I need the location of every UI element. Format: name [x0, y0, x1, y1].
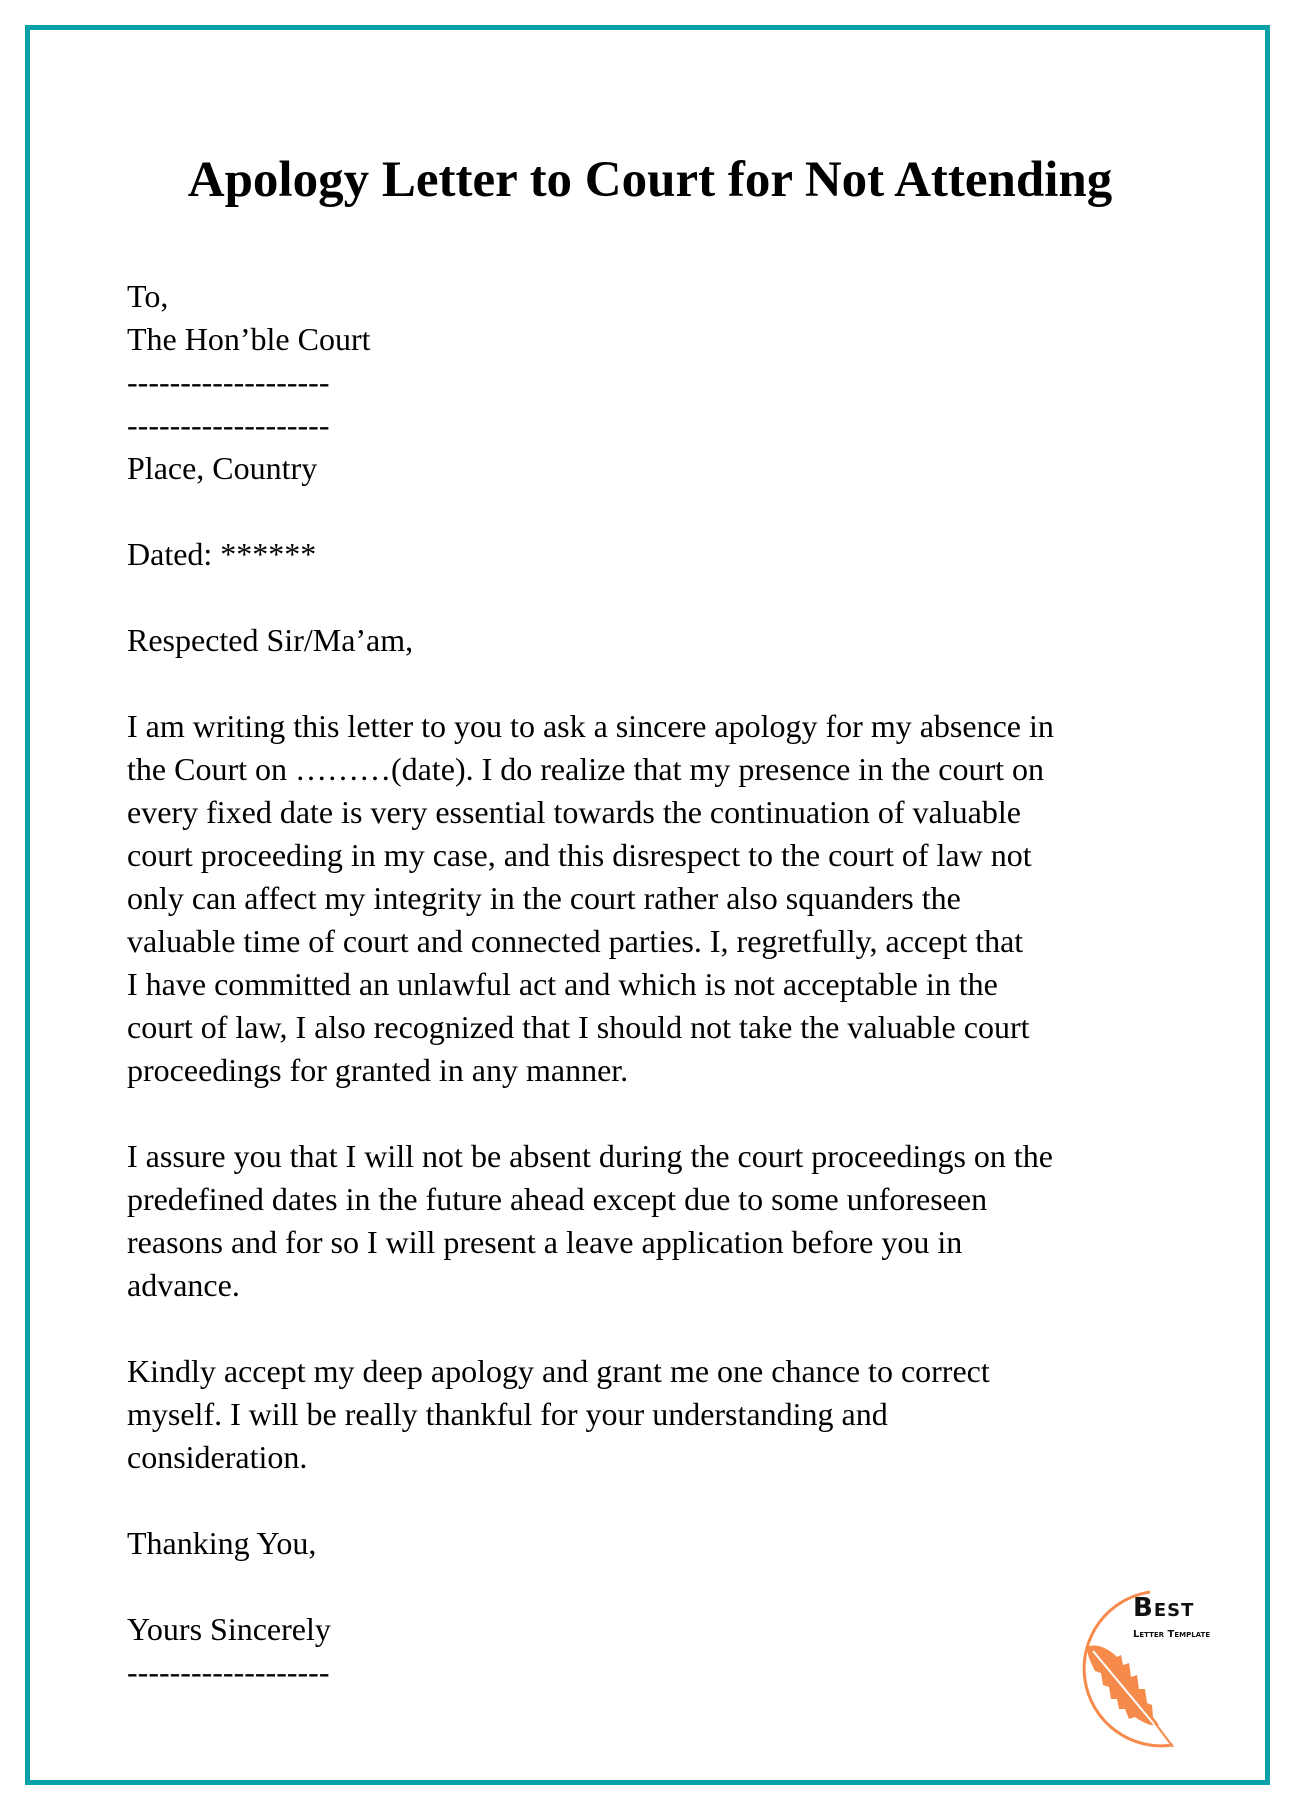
paragraph-line: consideration. — [127, 1439, 308, 1475]
address-recipient: The Hon’ble Court — [127, 321, 371, 357]
brand-logo — [1055, 1585, 1255, 1755]
recipient-address — [127, 275, 1207, 490]
paragraph-line: I assure you that I will not be absent during the court proceedings on the — [127, 1138, 1053, 1174]
paragraph-line: proceedings for granted in any manner. — [127, 1052, 629, 1088]
greeting: Respected Sir/Ma’am, — [127, 622, 414, 658]
address-to: To, — [127, 278, 169, 314]
paragraph-line: every fixed date is very essential towards the continuation of valuable — [127, 794, 1021, 830]
paragraph-1 — [127, 705, 1207, 1092]
sign-off: Yours Sincerely — [127, 1611, 331, 1647]
signature-line: ------------------- — [127, 1654, 330, 1690]
letter-title: Apology Letter to Court for Not Attending — [187, 152, 1113, 208]
paragraph-line: valuable time of court and connected parties. I, regretfully, accept that — [127, 923, 1024, 959]
letter-body — [127, 275, 1207, 1694]
paragraph-line: only can affect my integrity in the court rather also squanders the — [127, 880, 961, 916]
address-blank-line: ------------------- — [127, 407, 330, 443]
paragraph-line: the Court on ………(date). I do realize that my presence in the court on — [127, 751, 1045, 787]
date-line: Dated: ****** — [127, 536, 317, 572]
paragraph-2 — [127, 1135, 1207, 1307]
logo-brand-text: Best — [1133, 1593, 1195, 1623]
paragraph-3 — [127, 1350, 1207, 1479]
paragraph-line: I have committed an unlawful act and which is not acceptable in the — [127, 966, 998, 1002]
paragraph-line: myself. I will be really thankful for your understanding and — [127, 1396, 888, 1432]
address-place: Place, Country — [127, 450, 318, 486]
paragraph-line: court of law, I also recognized that I should not take the valuable court — [127, 1009, 1030, 1045]
logo-tagline: Letter Template — [1133, 1629, 1211, 1640]
paragraph-line: court proceeding in my case, and this disrespect to the court of law not — [127, 837, 1032, 873]
closing: Thanking You, — [127, 1525, 317, 1561]
paragraph-line: reasons and for so I will present a leave application before you in — [127, 1224, 963, 1260]
address-blank-line: ------------------- — [127, 364, 330, 400]
paragraph-line: advance. — [127, 1267, 240, 1303]
paragraph-line: Kindly accept my deep apology and grant me one chance to correct — [127, 1353, 990, 1389]
paragraph-line: predefined dates in the future ahead except due to some unforeseen — [127, 1181, 988, 1217]
paragraph-line: I am writing this letter to you to ask a sincere apology for my absence in — [127, 708, 1054, 744]
